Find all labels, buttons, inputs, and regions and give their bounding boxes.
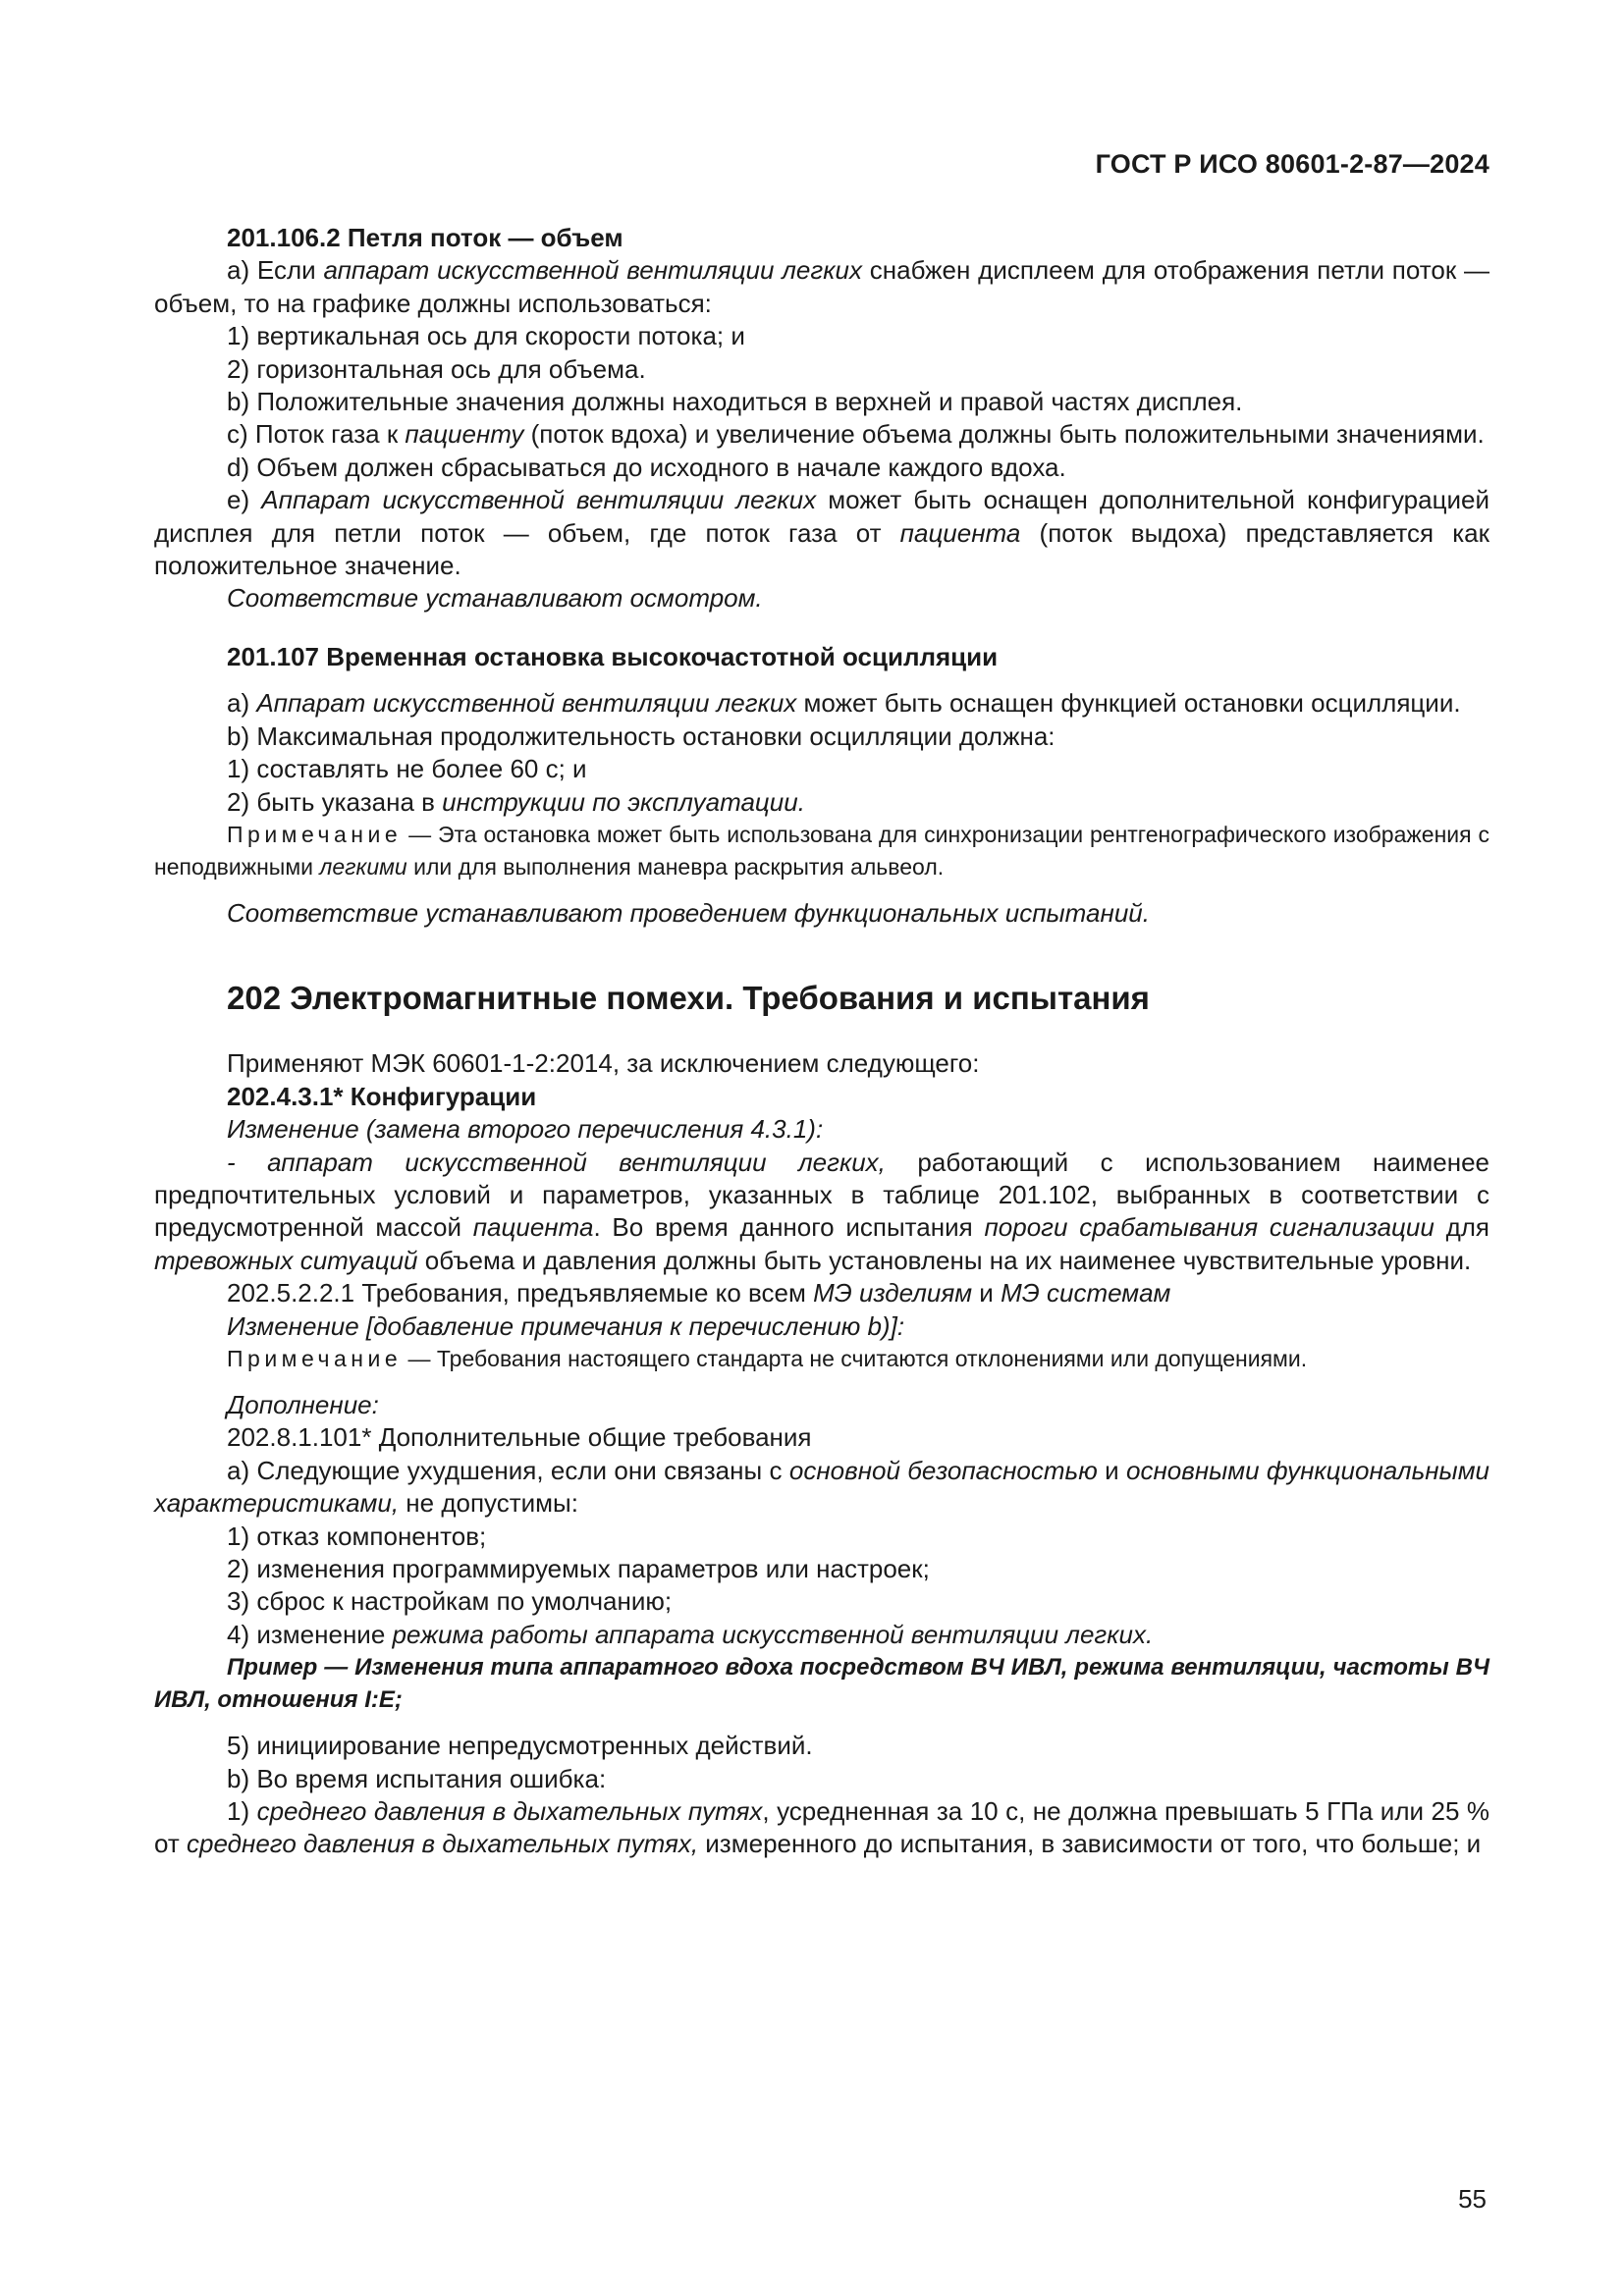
list-item: 2) изменения программируемых параметров или настроек; (227, 1554, 930, 1583)
list-item: 1) среднего давления в дыхательных путях, усредненная за 10 с, не должна превышать 5 ГПа или 25 % от среднего давления в дыхательных путях, измеренного до испытания, в зависимости от того, что больше; и (154, 1796, 1489, 1859)
section-heading-201-107: 201.107 Временная остановка высокочастотной осцилляции (227, 641, 999, 671)
compliance-statement: Соответствие устанавливают проведением функциональных испытаний. (227, 897, 1150, 928)
chapter-title-202: 202 Электромагнитные помехи. Требования и испытания (227, 980, 1150, 1017)
paragraph-apply: Применяют МЭК 60601-1-2:2014, за исключением следующего: (227, 1048, 980, 1079)
section-heading-201-106-2: 201.106.2 Петля поток — объем (227, 223, 623, 252)
list-item: 3) сброс к настройкам по умолчанию; (227, 1586, 673, 1617)
paragraph-configuration: - аппарат искусственной вентиляции легких, работающий с использованием наименее предпочтительных условий и параметров, указанных в таблице 201.102, выбранных в соответствии с предусмотренной массой пациента. Во время данного испытания пороги срабатывания сигнализации для тревожных ситуаций объема и давления должны быть установлены на их наименее чувствительные уровни. (154, 1147, 1490, 1275)
list-item: 2) быть указана в инструкции по эксплуатации. (227, 786, 805, 817)
addition-label: Дополнение: (227, 1389, 379, 1419)
paragraph-b: b) Во время испытания ошибка: (227, 1763, 607, 1793)
paragraph-e: е) Аппарат искусственной вентиляции легких может быть оснащен дополнительной конфигурацией дисплея для петли поток — объем, где поток газа от пациента (поток выдоха) представляется как положительное значение. (154, 485, 1490, 581)
paragraph-general-requirements: 202.8.1.101* Дополнительные общие требования (227, 1422, 812, 1453)
paragraph-b: b) Положительные значения должны находиться в верхней и правой частях дисплея. (227, 387, 1243, 417)
paragraph-a: а) Если аппарат искусственной вентиляции легких снабжен дисплеем для отображения петли поток — объем, то на графике должны использоваться: (154, 255, 1489, 318)
change-note: Изменение [добавление примечания к перечислению b)]: (227, 1310, 905, 1341)
list-item: 1) вертикальная ось для скорости потока; и (227, 321, 745, 351)
document-body (154, 222, 1489, 1861)
list-item: 1) отказ компонентов; (227, 1521, 487, 1551)
document-standard-id: ГОСТ Р ИСО 80601-2-87—2024 (1095, 149, 1489, 179)
list-item: 5) инициирование непредусмотренных действий. (227, 1731, 813, 1761)
paragraph-b: b) Максимальная продолжительность остановки осцилляции должна: (227, 721, 1056, 751)
example: Пример — Изменения типа аппаратного вдоха посредством ВЧ ИВЛ, режима вентиляции, частоты ВЧ ИВЛ, отношения I:E; (154, 1654, 1489, 1714)
change-note: Изменение (замена второго перечисления 4.3.1): (227, 1114, 824, 1145)
note: Примечание — Требования настоящего стандарта не считаются отклонениями или допущениями. (227, 1345, 1308, 1371)
list-item: 1) составлять не более 60 с; и (227, 754, 587, 784)
section-heading-202-4-3-1: 202.4.3.1* Конфигурации (227, 1081, 537, 1111)
paragraph-c: с) Поток газа к пациенту (поток вдоха) и увеличение объема должны быть положительными значениями. (227, 419, 1485, 450)
list-item: 2) горизонтальная ось для объема. (227, 353, 646, 384)
paragraph-requirements: 202.5.2.2.1 Требования, предъявляемые ко всем МЭ изделиям и МЭ системам (227, 1278, 1171, 1308)
compliance-statement: Соответствие устанавливают осмотром. (227, 583, 763, 614)
paragraph-a: а) Аппарат искусственной вентиляции легких может быть оснащен функцией остановки осцилляции. (227, 688, 1461, 719)
paragraph-a: а) Следующие ухудшения, если они связаны с основной безопасностью и основными функциональными характеристиками, не допустимы: (154, 1455, 1489, 1519)
page-number: 55 (1458, 2184, 1487, 2214)
note: Примечание — Эта остановка может быть использована для синхронизации рентгенографического изображения с неподвижными легкими или для выполнения маневра раскрытия альвеол. (154, 821, 1489, 880)
list-item: 4) изменение режима работы аппарата искусственной вентиляции легких. (227, 1619, 1154, 1649)
paragraph-d: d) Объем должен сбрасываться до исходного в начале каждого вдоха. (227, 452, 1066, 482)
